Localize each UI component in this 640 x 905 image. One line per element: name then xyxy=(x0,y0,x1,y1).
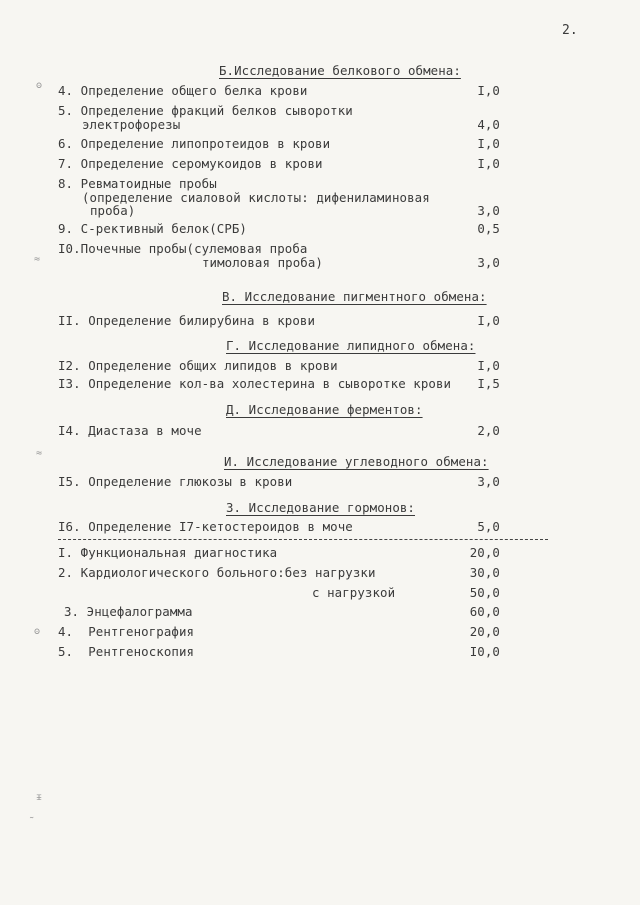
section-title-pigment: В. Исследование пигментного обмена: xyxy=(222,289,487,304)
item-8-value: 3,0 xyxy=(477,203,500,218)
item-13-label: I3. Определение кол-ва холестерина в сыворотке крови xyxy=(58,376,452,391)
item-11-value: I,0 xyxy=(477,313,500,328)
item-4-label: 4. Определение общего белка крови xyxy=(58,83,308,98)
margin-mark: ˷ xyxy=(30,808,37,819)
item-6-value: I,0 xyxy=(477,136,500,151)
margin-mark: ʘ xyxy=(34,626,41,637)
item-11-label: II. Определение билирубина в крови xyxy=(58,313,316,328)
item-7-label: 7. Определение серомукоидов в крови xyxy=(58,156,323,171)
extra-5-label: 5. Рентгеноскопия xyxy=(58,644,195,659)
item-9-label: 9. С-рективный белок(СРБ) xyxy=(58,221,247,236)
extra-1-value: 20,0 xyxy=(469,545,500,560)
extra-4-label: 4. Рентгенография xyxy=(58,624,195,639)
extra-3-label: 3. Энцефалограмма xyxy=(64,604,193,619)
item-16-label: I6. Определение I7-кетостероидов в моче xyxy=(58,519,353,534)
item-7-value: I,0 xyxy=(477,156,500,171)
section-title-enzymes: Д. Исследование ферментов: xyxy=(226,402,423,417)
section-title-carbohydrate: И. Исследование углеводного обмена: xyxy=(224,454,489,469)
section-title-hormones: З. Исследование гормонов: xyxy=(226,500,415,515)
extra-3-value: 60,0 xyxy=(469,604,500,619)
item-10-label: I0.Почечные пробы(сулемовая проба xyxy=(58,241,308,256)
item-8-label: 8. Ревматоидные пробы xyxy=(58,176,217,191)
item-10-value: 3,0 xyxy=(477,255,500,270)
item-5-label-cont: электрофорезы xyxy=(82,117,181,132)
item-13-value: I,5 xyxy=(477,376,500,391)
item-14-label: I4. Диастаза в моче xyxy=(58,423,202,438)
item-14-value: 2,0 xyxy=(477,423,500,438)
item-8-label-cont: (определение сиаловой кислоты: дифениламиновая xyxy=(82,190,430,205)
section-divider xyxy=(58,539,548,540)
item-12-value: I,0 xyxy=(477,358,500,373)
item-16-value: 5,0 xyxy=(477,519,500,534)
item-10-label-cont: тимоловая проба) xyxy=(202,255,323,270)
item-15-value: 3,0 xyxy=(477,474,500,489)
margin-mark: ʘ xyxy=(36,80,43,91)
extra-2b-label: с нагрузкой xyxy=(312,585,396,600)
item-4-value: I,0 xyxy=(477,83,500,98)
item-12-label: I2. Определение общих липидов в крови xyxy=(58,358,338,373)
item-5-label: 5. Определение фракций белков сыворотки xyxy=(58,103,353,118)
extra-5-value: I0,0 xyxy=(469,644,500,659)
margin-mark: ᵻ xyxy=(36,792,43,803)
extra-1-label: I. Функциональная диагностика xyxy=(58,545,278,560)
extra-2-label: 2. Кардиологического больного:без нагрузки xyxy=(58,565,376,580)
margin-mark: ≈ xyxy=(34,254,41,265)
section-title-lipid: Г. Исследование липидного обмена: xyxy=(226,338,476,353)
item-15-label: I5. Определение глюкозы в крови xyxy=(58,474,293,489)
item-6-label: 6. Определение липопротеидов в крови xyxy=(58,136,331,151)
extra-4-value: 20,0 xyxy=(469,624,500,639)
margin-mark: ≈ xyxy=(36,448,43,459)
extra-2b-value: 50,0 xyxy=(469,585,500,600)
item-8-label-cont2: проба) xyxy=(90,203,136,218)
item-5-value: 4,0 xyxy=(477,117,500,132)
section-title-protein: Б.Исследование белкового обмена: xyxy=(219,63,461,78)
item-9-value: 0,5 xyxy=(477,221,500,236)
extra-2-value: 30,0 xyxy=(469,565,500,580)
page-number: 2. xyxy=(562,23,578,38)
